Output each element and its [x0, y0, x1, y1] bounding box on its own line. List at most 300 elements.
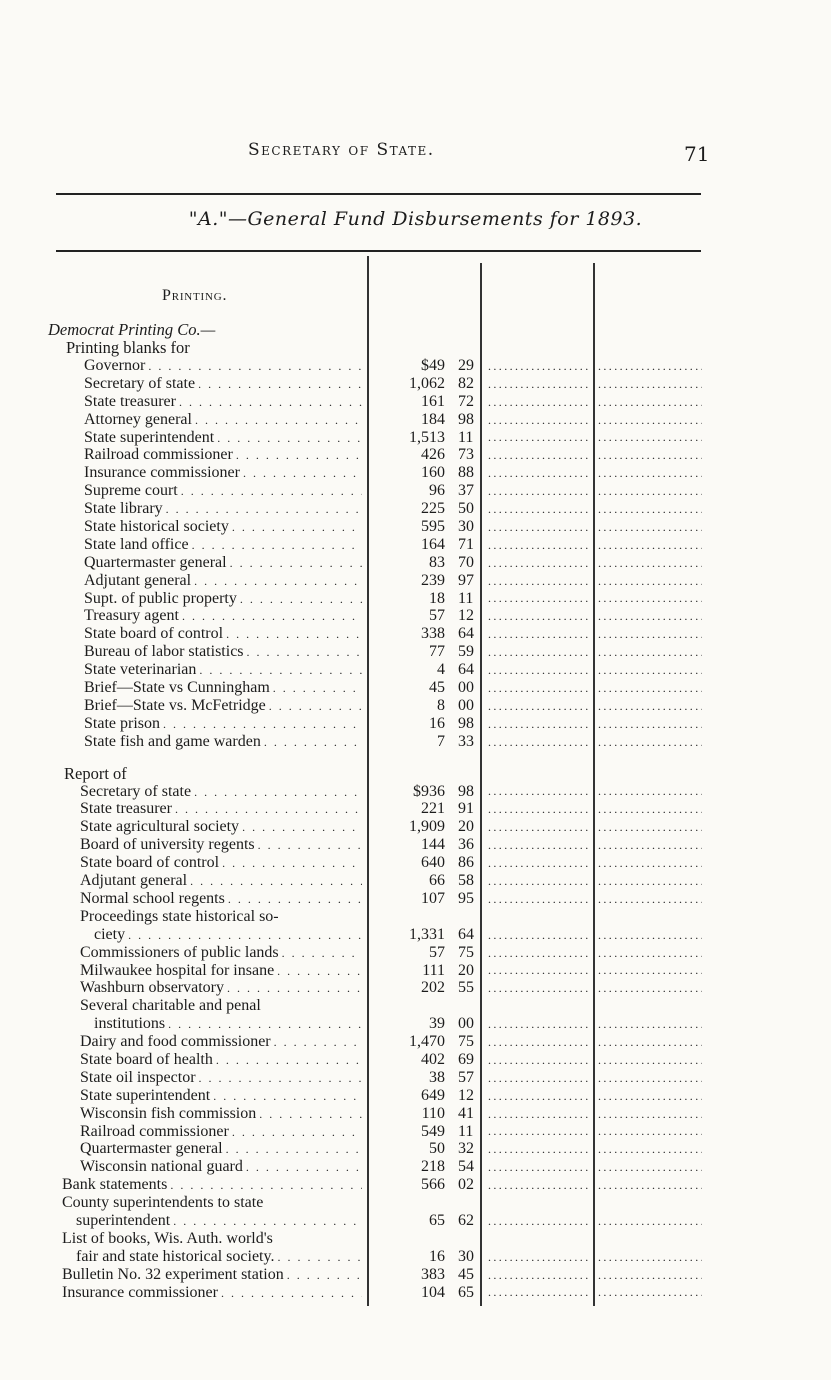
amount-cell: [370, 1087, 474, 1105]
amount-cell: [370, 1176, 474, 1194]
amount-cell: [370, 536, 474, 554]
empty-column-dots: [598, 395, 702, 409]
amount-cell: [370, 1140, 474, 1158]
amount-cents: 72: [458, 392, 474, 410]
empty-column-dots: [598, 663, 702, 677]
row-label-text: Attorney general: [84, 410, 192, 428]
amount-cell: [370, 733, 474, 751]
empty-column-dots: [488, 892, 588, 906]
row-label: [62, 1230, 362, 1266]
empty-column-dots: [488, 359, 588, 373]
amount-dollars: 164: [421, 535, 445, 553]
table-row: [0, 1105, 831, 1123]
leader-dots: [239, 819, 362, 836]
row-label-text: State superintendent: [84, 428, 215, 446]
amount-dollars: 1,331: [409, 925, 445, 943]
empty-column-dots: [488, 1285, 588, 1299]
empty-column-dots: [488, 1107, 588, 1121]
row-label: [84, 375, 362, 393]
amount-dollars: 7: [437, 732, 445, 750]
table-row: [0, 783, 831, 801]
leader-dots: [191, 784, 362, 801]
amount-cents: 95: [458, 889, 474, 907]
row-label-line: [84, 697, 362, 715]
amount-cell: [370, 554, 474, 572]
leader-dots: [196, 1070, 362, 1087]
row-label-line: [84, 375, 362, 393]
row-label-line: [80, 1033, 362, 1051]
table-row: [0, 482, 831, 500]
empty-column-dots: [598, 502, 702, 516]
amount-cell: [370, 872, 474, 890]
empty-column-dots: [488, 874, 588, 888]
row-label-line: [80, 1158, 362, 1176]
row-label-line: [80, 908, 362, 926]
amount-cents: 29: [458, 356, 474, 374]
row-label-continuation: [62, 1212, 362, 1230]
empty-column-dots: [598, 627, 702, 641]
empty-column-dots: [598, 1071, 702, 1085]
row-label-line: [80, 997, 362, 1015]
amount-cents: 12: [458, 607, 474, 625]
empty-column-dots: [598, 1160, 702, 1174]
row-label-line: [84, 536, 362, 554]
empty-column-dots: [598, 1124, 702, 1138]
table-row: [0, 1069, 831, 1087]
row-label-line: [80, 979, 362, 997]
leader-dots: [266, 698, 362, 715]
amount-cents: 64: [458, 625, 474, 643]
running-head: [0, 140, 831, 170]
empty-column-dots: [598, 413, 702, 427]
empty-column-dots: [598, 430, 702, 444]
row-label-text: State board of control: [80, 854, 220, 872]
empty-column-dots: [598, 520, 702, 534]
leader-dots: [229, 519, 362, 536]
row-label-line: [84, 393, 362, 411]
row-label-continuation: [80, 926, 362, 944]
leader-dots: [271, 1034, 362, 1051]
amount-cents: 12: [458, 1086, 474, 1104]
amount-cents: 54: [458, 1158, 474, 1176]
leader-dots: [176, 394, 362, 411]
row-label-text: List of books, Wis. Auth. world's: [62, 1229, 273, 1247]
row-label: [80, 836, 362, 854]
amount-cell: [370, 1212, 474, 1230]
amount-cell: [370, 944, 474, 962]
empty-column-dots: [488, 1071, 588, 1085]
row-label: [80, 783, 362, 801]
leader-dots: [178, 483, 362, 500]
empty-column-dots: [488, 484, 588, 498]
empty-column-dots: [488, 430, 588, 444]
table-row: [0, 464, 831, 482]
empty-column-dots: [598, 556, 702, 570]
row-label: [80, 1158, 362, 1176]
table-row: [0, 357, 831, 375]
row-label-line: [80, 1105, 362, 1123]
amount-dollars: 96: [429, 482, 445, 500]
amount-cents: 30: [458, 1247, 474, 1265]
table-row: [0, 1123, 831, 1141]
row-label: [84, 464, 362, 482]
table-row: [0, 429, 831, 447]
table-row: [0, 446, 831, 464]
table-row: [0, 997, 831, 1033]
row-label: [84, 590, 362, 608]
empty-column-dots: [488, 820, 588, 834]
amount-cell: [370, 1105, 474, 1123]
row-label-text: Bank statements: [62, 1176, 168, 1194]
empty-column-dots: [488, 784, 588, 798]
amount-cents: 75: [458, 943, 474, 961]
amount-cell: [370, 962, 474, 980]
table-row: [0, 661, 831, 679]
section-spacer: [0, 751, 831, 765]
row-label-line: [84, 625, 362, 643]
table-row: [0, 1194, 831, 1230]
table-row: [0, 1230, 831, 1266]
row-label-text: Adjutant general: [80, 872, 188, 890]
amount-cell: [370, 375, 474, 393]
amount-cell: [370, 590, 474, 608]
amount-cell: [370, 411, 474, 429]
empty-column-dots: [488, 981, 588, 995]
empty-column-dots: [488, 802, 588, 816]
empty-column-dots: [598, 838, 702, 852]
row-label-line: [84, 446, 362, 464]
row-label-line: [84, 357, 362, 375]
table-row: [0, 536, 831, 554]
leader-dots: [237, 591, 362, 608]
row-label-text: Supreme court: [84, 482, 178, 500]
amount-cents: 30: [458, 518, 474, 535]
empty-column-dots: [598, 892, 702, 906]
amount-cell: [370, 890, 474, 908]
row-label-line: [84, 679, 362, 697]
empty-column-dots: [598, 963, 702, 977]
empty-column-dots: [488, 466, 588, 480]
amount-cents: 41: [458, 1104, 474, 1122]
row-label: [80, 1105, 362, 1123]
row-label-line: [80, 818, 362, 836]
row-label: [84, 697, 362, 715]
leader-dots: [279, 945, 362, 962]
leader-dots: [227, 555, 362, 572]
empty-column-dots: [598, 359, 702, 373]
empty-column-dots: [488, 928, 588, 942]
row-label-text: Railroad commissioner: [80, 1122, 229, 1140]
amount-dollars: 640: [421, 854, 445, 872]
report-heading: Report of: [64, 763, 127, 783]
amount-cell: [370, 979, 474, 997]
leader-dots: [192, 412, 362, 429]
empty-column-dots: [598, 874, 702, 888]
row-label-text: State prison: [84, 714, 160, 732]
row-label: [80, 1140, 362, 1158]
amount-cents: 69: [458, 1050, 474, 1068]
leader-dots: [274, 963, 362, 980]
amount-cell: [370, 783, 474, 801]
amount-cents: 59: [458, 643, 474, 661]
amount-dollars: 402: [421, 1050, 445, 1068]
amount-cell: [370, 446, 474, 464]
table-row: [0, 944, 831, 962]
amount-cell: [370, 1266, 474, 1284]
amount-cents: 98: [458, 714, 474, 732]
row-label-line: [84, 554, 362, 572]
row-label: [84, 482, 362, 500]
table-row: [0, 800, 831, 818]
empty-column-dots: [488, 717, 588, 731]
leader-dots: [165, 1016, 362, 1033]
amount-cents: 75: [458, 1033, 474, 1051]
row-label-text: Secretary of state: [84, 374, 196, 392]
leader-dots: [167, 1177, 362, 1194]
row-label-line: [84, 518, 362, 536]
blanks-rows: [0, 357, 831, 751]
amount-cents: 50: [458, 500, 474, 518]
empty-column-dots: [488, 1053, 588, 1067]
amount-dollars: 225: [421, 500, 445, 518]
amount-cents: 97: [458, 571, 474, 589]
amount-dollars: 595: [421, 518, 445, 535]
row-label: [84, 446, 362, 464]
amount-cents: 98: [458, 782, 474, 800]
leader-dots: [225, 891, 362, 908]
row-label-line: [84, 572, 362, 590]
amount-cents: 37: [458, 482, 474, 500]
amount-cents: 98: [458, 410, 474, 428]
amount-cents: 11: [458, 428, 474, 446]
amount-dollars: 1,470: [409, 1033, 445, 1051]
empty-column-dots: [598, 946, 702, 960]
leader-dots: [160, 716, 362, 733]
amount-cell: [370, 1158, 474, 1176]
caption-bottom-rule: [56, 250, 701, 252]
row-label-text: Normal school regents: [80, 889, 225, 907]
table-row: [0, 500, 831, 518]
row-label: [80, 1051, 362, 1069]
empty-column-dots: [488, 1017, 588, 1031]
amount-dollars: 16: [429, 1247, 445, 1265]
amount-cents: 45: [458, 1265, 474, 1283]
row-label-text: Wisconsin national guard: [80, 1158, 243, 1176]
table-row: [0, 590, 831, 608]
report-rows: [0, 783, 831, 1177]
empty-column-dots: [598, 1107, 702, 1121]
row-label-line: [84, 411, 362, 429]
amount-cell: [370, 1123, 474, 1141]
amount-dollars: 107: [421, 889, 445, 907]
other-rows: [0, 1176, 831, 1301]
amount-cents: 32: [458, 1140, 474, 1158]
row-label-text: Adjutant general: [84, 571, 192, 589]
amount-dollars: 18: [429, 589, 445, 607]
leader-dots: [224, 980, 362, 997]
row-label: [80, 872, 362, 890]
amount-dollars: 239: [421, 571, 445, 589]
row-label-text: State fish and game warden: [84, 732, 261, 750]
amount-cell: [370, 661, 474, 679]
amount-cents: 58: [458, 872, 474, 890]
amount-dollars: 8: [437, 696, 445, 714]
row-label: [84, 715, 362, 733]
table-row: [0, 1266, 831, 1284]
table-row: [0, 908, 831, 944]
leader-dots: [256, 1106, 362, 1123]
amount-dollars: 38: [429, 1068, 445, 1086]
row-label: [80, 997, 362, 1033]
table-row: [0, 979, 831, 997]
row-label-line: [80, 1123, 362, 1141]
empty-column-dots: [598, 1017, 702, 1031]
table-row: [0, 697, 831, 715]
leader-dots: [261, 734, 362, 751]
empty-column-dots: [488, 1142, 588, 1156]
row-label-text: Bulletin No. 32 experiment station: [62, 1265, 284, 1283]
leader-dots: [274, 1249, 362, 1266]
row-label-line: [80, 783, 362, 801]
row-label: [80, 944, 362, 962]
row-label-text: Board of university regents: [80, 836, 255, 854]
leader-dots: [163, 501, 362, 518]
row-label-line: [84, 733, 362, 751]
amount-cents: 65: [458, 1283, 474, 1301]
row-label-text: Insurance commissioner: [84, 464, 240, 482]
amount-dollars: 202: [421, 979, 445, 997]
top-rule: [56, 193, 701, 195]
leader-dots: [229, 1124, 362, 1141]
amount-cents: 02: [458, 1176, 474, 1194]
leader-dots: [243, 1159, 362, 1176]
amount-cents: 33: [458, 732, 474, 750]
row-label-text: State treasurer: [84, 392, 176, 410]
amount-cell: [370, 926, 474, 944]
amount-dollars: 1,909: [409, 818, 445, 836]
amount-dollars: 65: [429, 1212, 445, 1229]
row-label-line: [84, 429, 362, 447]
row-label-line: [84, 482, 362, 500]
table-row: [0, 375, 831, 393]
row-label-line: [80, 1140, 362, 1158]
leader-dots: [218, 1285, 362, 1302]
leader-dots: [223, 626, 362, 643]
row-label-text: institutions: [94, 1015, 166, 1033]
row-label-text: Proceedings state historical so-: [80, 907, 279, 925]
empty-column-dots: [598, 466, 702, 480]
empty-column-dots: [488, 448, 588, 462]
row-label-text: Governor: [84, 357, 146, 374]
row-label: [80, 1069, 362, 1087]
leader-dots: [187, 873, 362, 890]
leader-dots: [196, 662, 362, 679]
row-label: [80, 1123, 362, 1141]
row-label-text: Washburn observatory: [80, 979, 225, 997]
row-label: [62, 1284, 362, 1302]
row-label-line: [80, 872, 362, 890]
empty-column-dots: [598, 574, 702, 588]
empty-column-dots: [598, 609, 702, 623]
leader-dots: [233, 447, 362, 464]
row-label-line: [84, 643, 362, 661]
table-caption: "A."—General Fund Disbursements for 1893.: [188, 208, 643, 230]
row-label: [80, 818, 362, 836]
empty-column-dots: [488, 1035, 588, 1049]
empty-column-dots: [488, 591, 588, 605]
row-label-line: [80, 1051, 362, 1069]
amount-cell: [370, 393, 474, 411]
empty-column-dots: [598, 1285, 702, 1299]
empty-column-dots: [488, 377, 588, 391]
row-label: [80, 1033, 362, 1051]
amount-dollars: 566: [421, 1176, 445, 1194]
row-label-line: [62, 1194, 362, 1212]
empty-column-dots: [488, 1124, 588, 1138]
amount-dollars: 426: [421, 446, 445, 464]
empty-column-dots: [598, 681, 702, 695]
amount-cell: [370, 429, 474, 447]
row-label-text: State board of control: [84, 625, 224, 643]
leader-dots: [255, 837, 362, 854]
amount-dollars: 161: [421, 392, 445, 410]
empty-column-dots: [598, 1250, 702, 1264]
row-label: [84, 518, 362, 536]
row-label-line: [62, 1230, 362, 1248]
amount-cell: [370, 643, 474, 661]
row-label-line: [84, 590, 362, 608]
row-label-line: [84, 661, 362, 679]
empty-column-dots: [488, 699, 588, 713]
row-label: [84, 554, 362, 572]
row-label-text: Milwaukee hospital for insane: [80, 961, 275, 979]
amount-dollars: 39: [429, 1015, 445, 1033]
amount-cell: [370, 679, 474, 697]
amount-cell: [370, 800, 474, 818]
row-label-text: State agricultural society: [80, 818, 240, 836]
amount-dollars: 383: [421, 1265, 445, 1283]
empty-column-dots: [488, 963, 588, 977]
row-label-line: [84, 464, 362, 482]
amount-dollars: 549: [421, 1122, 445, 1140]
empty-column-dots: [488, 1160, 588, 1174]
amount-cents: 86: [458, 854, 474, 872]
amount-cents: 64: [458, 925, 474, 943]
table-row: [0, 1051, 831, 1069]
amount-dollars: 1,513: [409, 428, 445, 446]
amount-cents: 73: [458, 446, 474, 464]
table-row: [0, 625, 831, 643]
empty-column-dots: [598, 1142, 702, 1156]
empty-column-dots: [488, 645, 588, 659]
table-row: [0, 679, 831, 697]
empty-column-dots: [488, 609, 588, 623]
empty-column-dots: [488, 538, 588, 552]
amount-dollars: 649: [421, 1086, 445, 1104]
row-label-text: Railroad commissioner: [84, 446, 233, 464]
row-label-line: [80, 890, 362, 908]
amount-cents: 62: [458, 1212, 474, 1229]
empty-column-dots: [598, 1053, 702, 1067]
row-label-text: ciety: [94, 925, 126, 943]
row-label-text: Secretary of state: [80, 782, 192, 800]
leader-dots: [189, 537, 362, 554]
empty-column-dots: [488, 556, 588, 570]
row-label: [84, 572, 362, 590]
row-label: [62, 1176, 362, 1194]
amount-cell: [370, 625, 474, 643]
amount-cell: [370, 464, 474, 482]
